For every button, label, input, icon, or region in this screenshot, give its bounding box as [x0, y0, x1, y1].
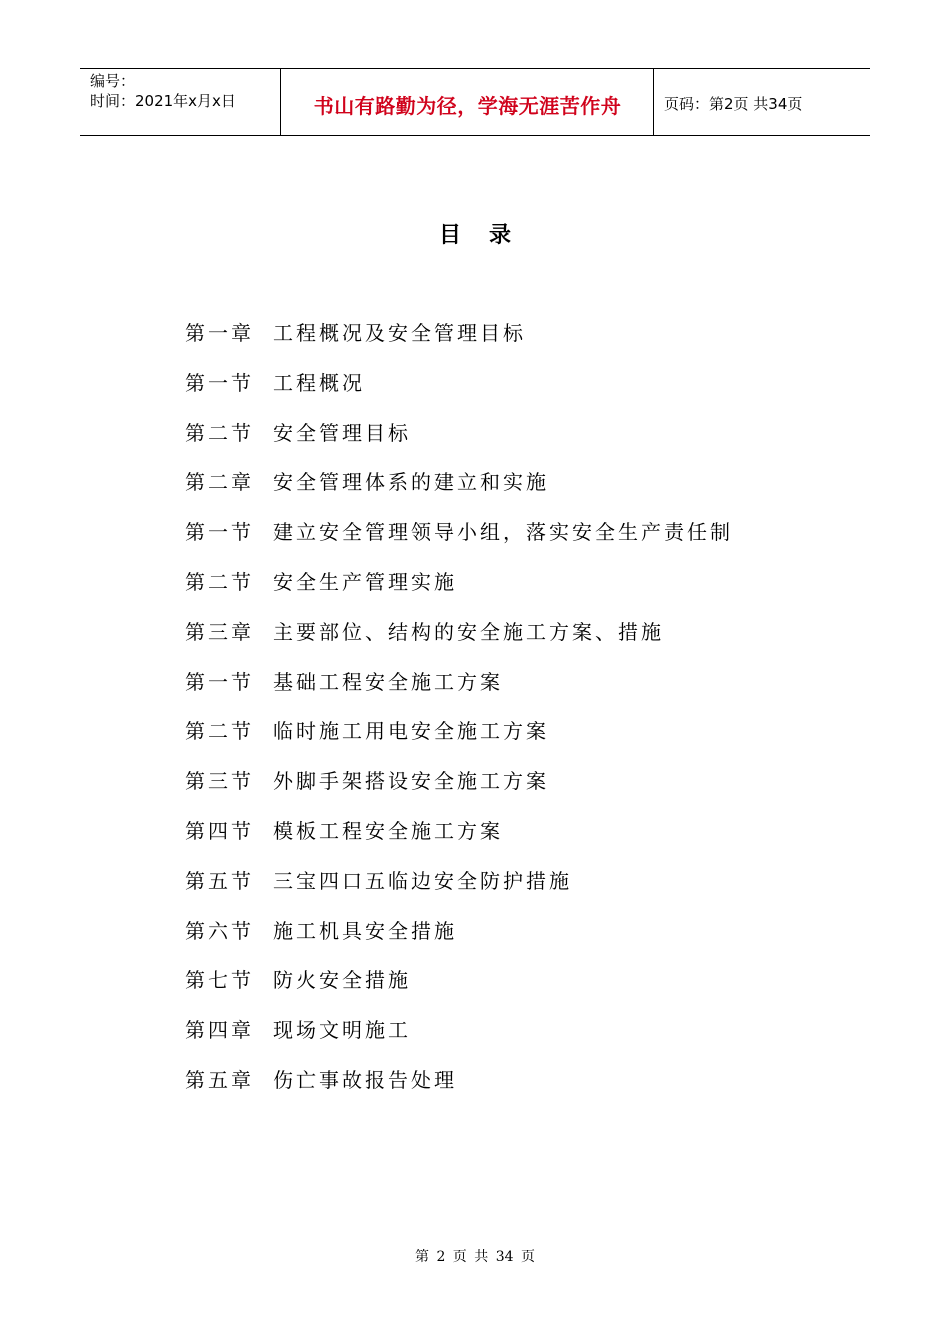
toc-item-number: 第三节: [185, 769, 254, 794]
toc-item-number: 第四章: [185, 1018, 254, 1043]
toc-item: [185, 567, 733, 617]
toc-item: [185, 667, 733, 717]
toc-item: [185, 1065, 733, 1115]
toc-item-text: 安全管理目标: [273, 420, 411, 445]
toc-item-number: 第二节: [185, 420, 254, 445]
toc-item-text: 临时施工用电安全施工方案: [273, 719, 549, 744]
toc-item-text: 建立安全管理领导小组，落实安全生产责任制: [273, 520, 733, 545]
toc-item: [185, 916, 733, 966]
toc-item-text: 安全生产管理实施: [273, 569, 457, 594]
toc-item-number: 第六节: [185, 918, 254, 943]
toc-item: [185, 866, 733, 916]
toc-item-text: 三宝四口五临边安全防护措施: [273, 868, 572, 893]
toc-item-text: 工程概况及安全管理目标: [273, 321, 526, 345]
toc-item-number: 第一节: [185, 520, 254, 545]
toc-item-text: 外脚手架搭设安全施工方案: [273, 769, 549, 794]
header-motto: 书山有路勤为径，学海无涯苦作舟: [313, 94, 622, 118]
page-header: [80, 68, 870, 136]
toc-item-number: 第二章: [185, 470, 254, 495]
header-motto-cell: [281, 69, 654, 135]
toc-item-text: 工程概况: [273, 370, 365, 395]
toc-item-number: 第七节: [185, 968, 254, 993]
toc-item: [185, 816, 733, 866]
toc-item-text: 基础工程安全施工方案: [273, 669, 503, 694]
toc-item: [185, 368, 733, 418]
toc-item: [185, 965, 733, 1015]
toc-item: [185, 517, 733, 567]
toc-item-number: 第一节: [185, 669, 254, 694]
page-footer: 第 2 页 共 34 页: [415, 1249, 535, 1265]
toc-item-text: 伤亡事故报告处理: [273, 1067, 457, 1092]
toc-item: [185, 716, 733, 766]
toc-item-text: 安全管理体系的建立和实施: [273, 470, 549, 495]
toc-item-text: 施工机具安全措施: [273, 918, 457, 943]
toc-item-number: 第三章: [185, 619, 254, 644]
toc-item: [185, 617, 733, 667]
toc-item: [185, 1015, 733, 1065]
toc-list: [185, 318, 733, 1115]
toc-item-number: 第二节: [185, 719, 254, 744]
toc-item: [185, 418, 733, 468]
toc-item-number: 第一节: [185, 370, 254, 395]
toc-item: [185, 467, 733, 517]
header-page-info: 页码：第2页 共34页: [664, 95, 803, 113]
header-number-label: 编号：: [90, 72, 136, 90]
toc-item-number: 第五节: [185, 868, 254, 893]
toc-item-text: 模板工程安全施工方案: [273, 818, 503, 843]
toc-item-number: 第四节: [185, 818, 254, 843]
toc-item-number: 第二节: [185, 569, 254, 594]
toc-title: 目录: [438, 223, 539, 248]
toc-item-number: 第五章: [185, 1067, 254, 1092]
toc-item: [185, 766, 733, 816]
toc-item-number: 第一章: [185, 321, 254, 345]
toc-item-text: 现场文明施工: [273, 1018, 411, 1043]
header-meta-cell: [80, 69, 281, 135]
header-page-cell: [654, 69, 870, 135]
toc-item-text: 防火安全措施: [273, 968, 411, 993]
toc-item-text: 主要部位、结构的安全施工方案、措施: [273, 619, 664, 644]
header-time-label: 时间：2021年x月x日: [90, 92, 236, 110]
toc-item: [185, 318, 733, 368]
